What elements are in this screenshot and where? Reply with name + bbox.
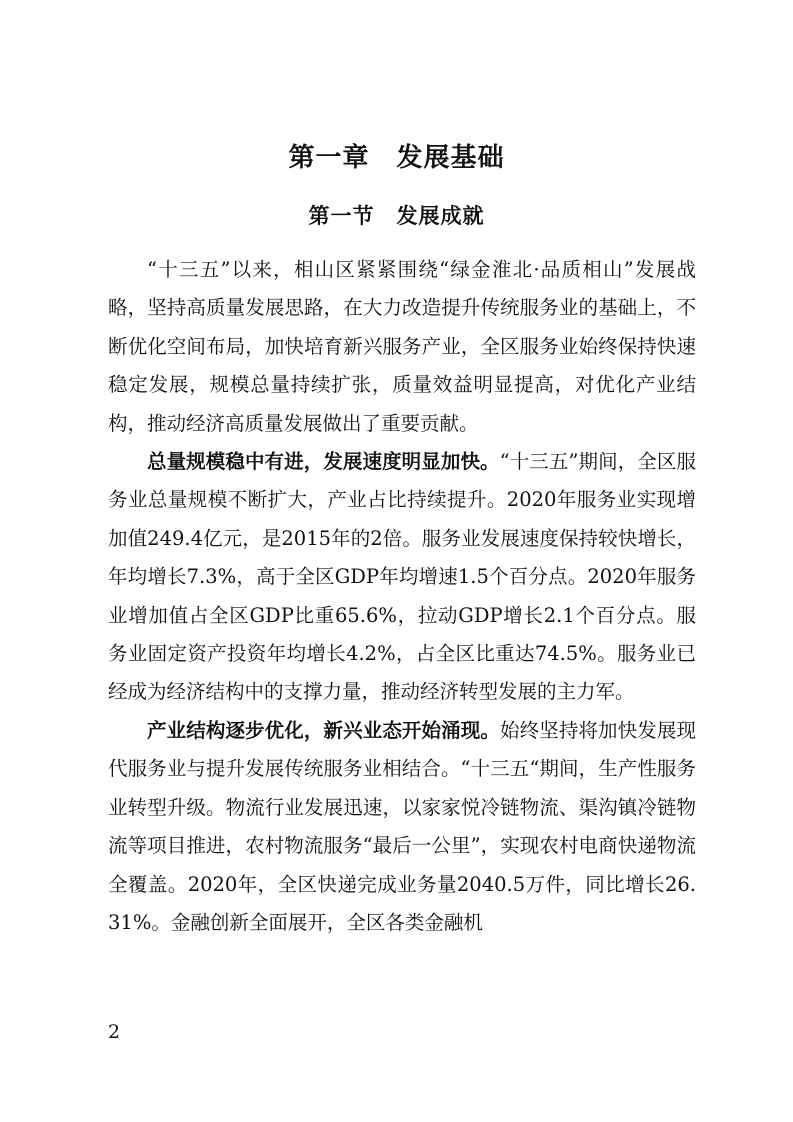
paragraph-industry-structure	[108, 712, 696, 942]
paragraph-lead: 总量规模稳中有进，发展速度明显加快。	[147, 450, 500, 474]
paragraph-lead: 产业结构逐步优化，新兴业态开始涌现。	[147, 718, 500, 742]
paragraph-text: 始终坚持将加快发展现代服务业与提升发展传统服务业相结合。“十三五“期间，生产性服务业转型升级。物流行业发展迅速，以家家悦冷链物流、渠沟镇冷链物流等项目推进，农村物流服务“最后一公里”，实现农村电商快递物流全覆盖。2020年，全区快递完成业务量2040.5万件，同比增长26.31%。金融创新全面展开，全区各类金融机	[108, 718, 696, 934]
section-title: 第一节 发展成就	[308, 204, 485, 228]
paragraph-scale-growth	[108, 443, 696, 712]
page-number: 2	[108, 1021, 121, 1043]
paragraph-intro	[108, 251, 696, 443]
body-text	[108, 251, 696, 942]
paragraph-text: “十三五”期间，全区服务业总量规模不断扩大，产业占比持续提升。2020年服务业实现增加值249.4亿元，是2015年的2倍。服务业发展速度保持较快增长，年均增长7.3%，高于全区GDP年均增速1.5个百分点。2020年服务业增加值占全区GDP比重65.6%，拉动GDP增长2.1个百分点。服务业固定资产投资年均增长4.2%，占全区比重达74.5%。服务业已经成为经济结构中的支撑力量，推动经济转型发展的主力军。	[108, 450, 696, 704]
chapter-title: 第一章 发展基础	[288, 143, 505, 173]
paragraph-text: “十三五”以来，相山区紧紧围绕“绿金淮北·品质相山”发展战略，坚持高质量发展思路，在大力改造提升传统服务业的基础上，不断优化空间布局，加快培育新兴服务产业，全区服务业始终保持快速稳定发展，规模总量持续扩张，质量效益明显提高，对优化产业结构，推动经济高质量发展做出了重要贡献。	[108, 258, 696, 435]
